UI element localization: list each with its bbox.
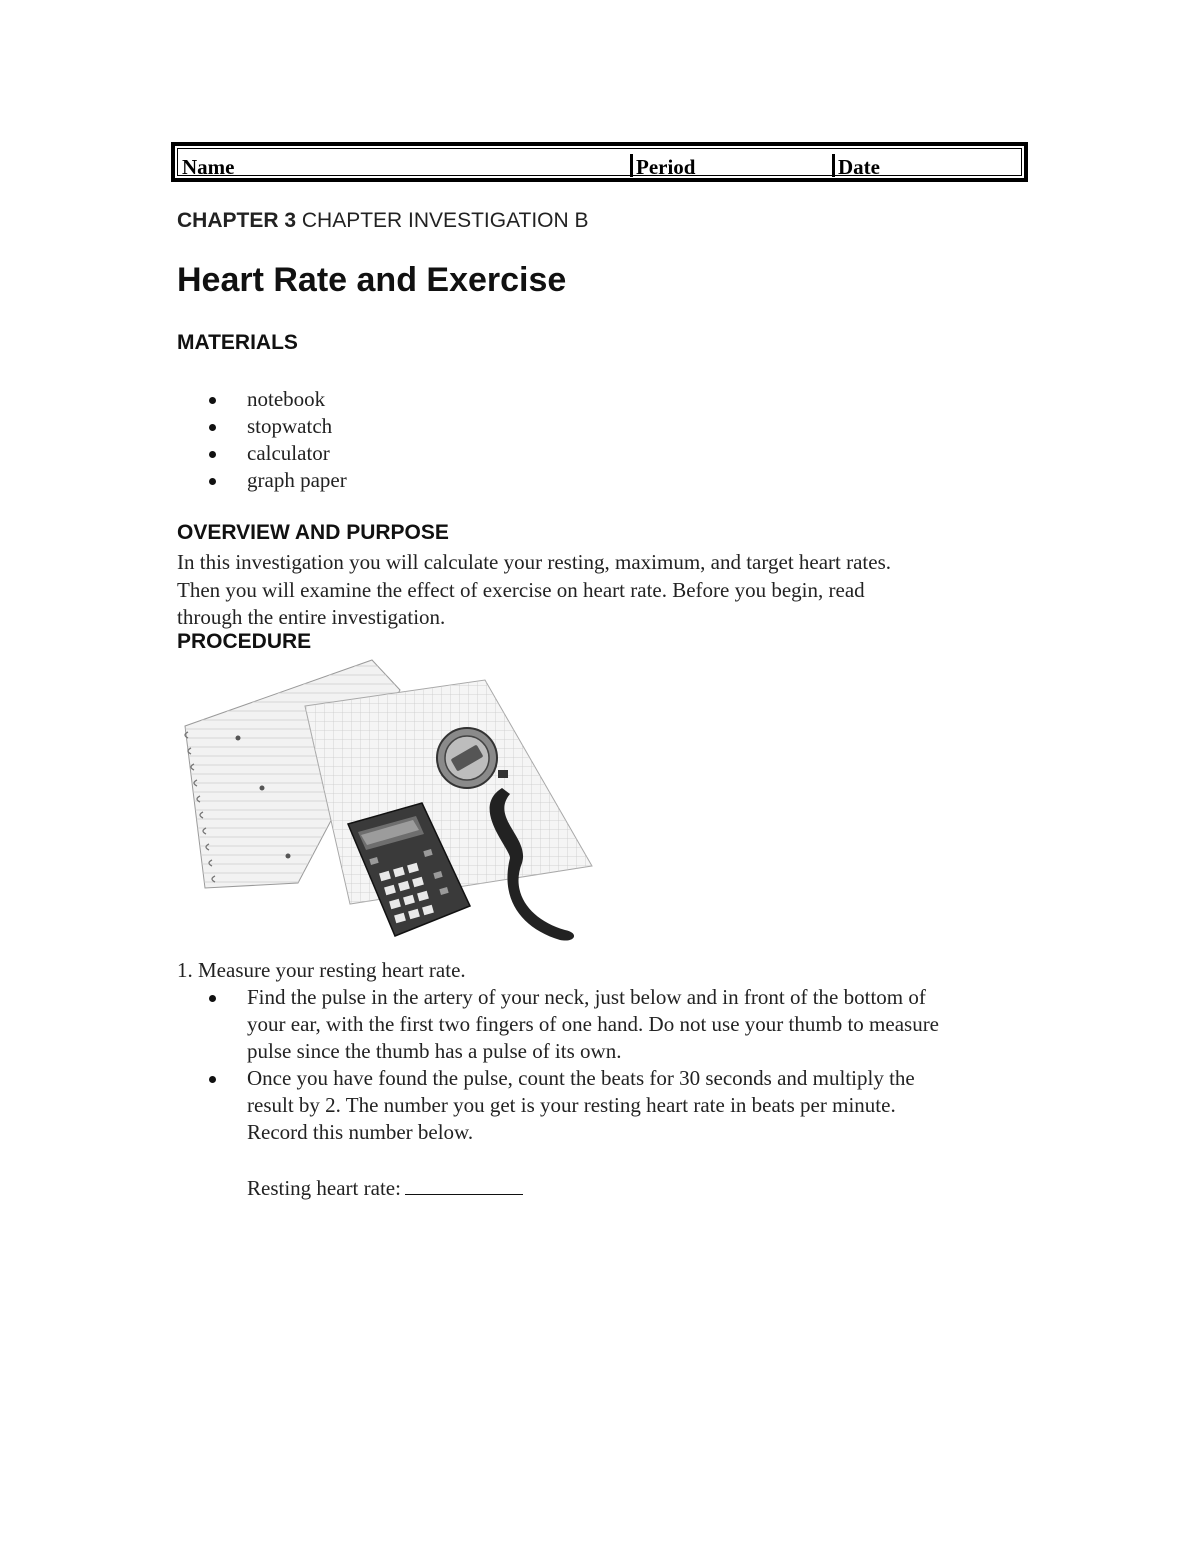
date-label: Date — [838, 155, 880, 179]
page-title: Heart Rate and Exercise — [177, 261, 567, 299]
chapter-subtitle: CHAPTER INVESTIGATION B — [301, 209, 589, 232]
name-label: Name — [182, 155, 235, 179]
material-calculator: calculator — [247, 441, 330, 465]
list-item — [205, 984, 1035, 1065]
overview-line: through the entire investigation. — [177, 605, 446, 629]
bullet-icon — [209, 451, 216, 458]
bullet-line: Record this number below. — [247, 1120, 474, 1144]
resting-heart-rate-field — [247, 1174, 523, 1202]
resting-heart-rate-blank[interactable] — [405, 1174, 523, 1195]
list-item — [205, 1065, 1035, 1146]
bullet-icon — [209, 995, 216, 1002]
material-stopwatch: stopwatch — [247, 414, 333, 438]
chapter-line — [177, 209, 589, 233]
overview-paragraph — [177, 549, 1007, 632]
header-inner-border — [177, 148, 1022, 179]
bullet-icon — [209, 478, 216, 485]
overview-heading: OVERVIEW AND PURPOSE — [177, 521, 449, 544]
material-graph-paper: graph paper — [247, 468, 347, 492]
name-period-date-box — [171, 142, 1028, 182]
materials-photo — [180, 658, 600, 948]
overview-line: In this investigation you will calculate your resting, maximum, and target heart rates. — [177, 550, 892, 574]
bullet-line: result by 2. The number you get is your resting heart rate in beats per minute. — [247, 1093, 896, 1117]
procedure-step-1: 1. Measure your resting heart rate. — [177, 958, 466, 982]
materials-list — [205, 386, 347, 494]
bullet-icon — [209, 424, 216, 431]
list-item — [205, 413, 347, 440]
list-item — [205, 386, 347, 413]
bullet-line: Once you have found the pulse, count the beats for 30 seconds and multiply the — [247, 1066, 915, 1090]
materials-heading: MATERIALS — [177, 331, 298, 354]
resting-heart-rate-label: Resting heart rate: — [247, 1176, 401, 1200]
list-item — [205, 467, 347, 494]
procedure-heading: PROCEDURE — [177, 630, 312, 653]
bullet-line: pulse since the thumb has a pulse of its own. — [247, 1039, 622, 1063]
period-label: Period — [636, 155, 696, 179]
overview-line: Then you will examine the effect of exercise on heart rate. Before you begin, read — [177, 577, 865, 602]
chapter-number: CHAPTER 3 — [177, 209, 297, 232]
step-1-bullets — [205, 984, 1035, 1146]
bullet-line: your ear, with the first two fingers of one hand. Do not use your thumb to measure — [247, 1012, 940, 1036]
bullet-icon — [209, 397, 216, 404]
bullet-line: Find the pulse in the artery of your neck, just below and in front of the bottom of — [247, 985, 926, 1009]
bullet-icon — [209, 1076, 216, 1083]
list-item — [205, 440, 347, 467]
material-notebook: notebook — [247, 387, 326, 411]
header-divider — [832, 154, 835, 177]
header-divider — [630, 154, 633, 177]
